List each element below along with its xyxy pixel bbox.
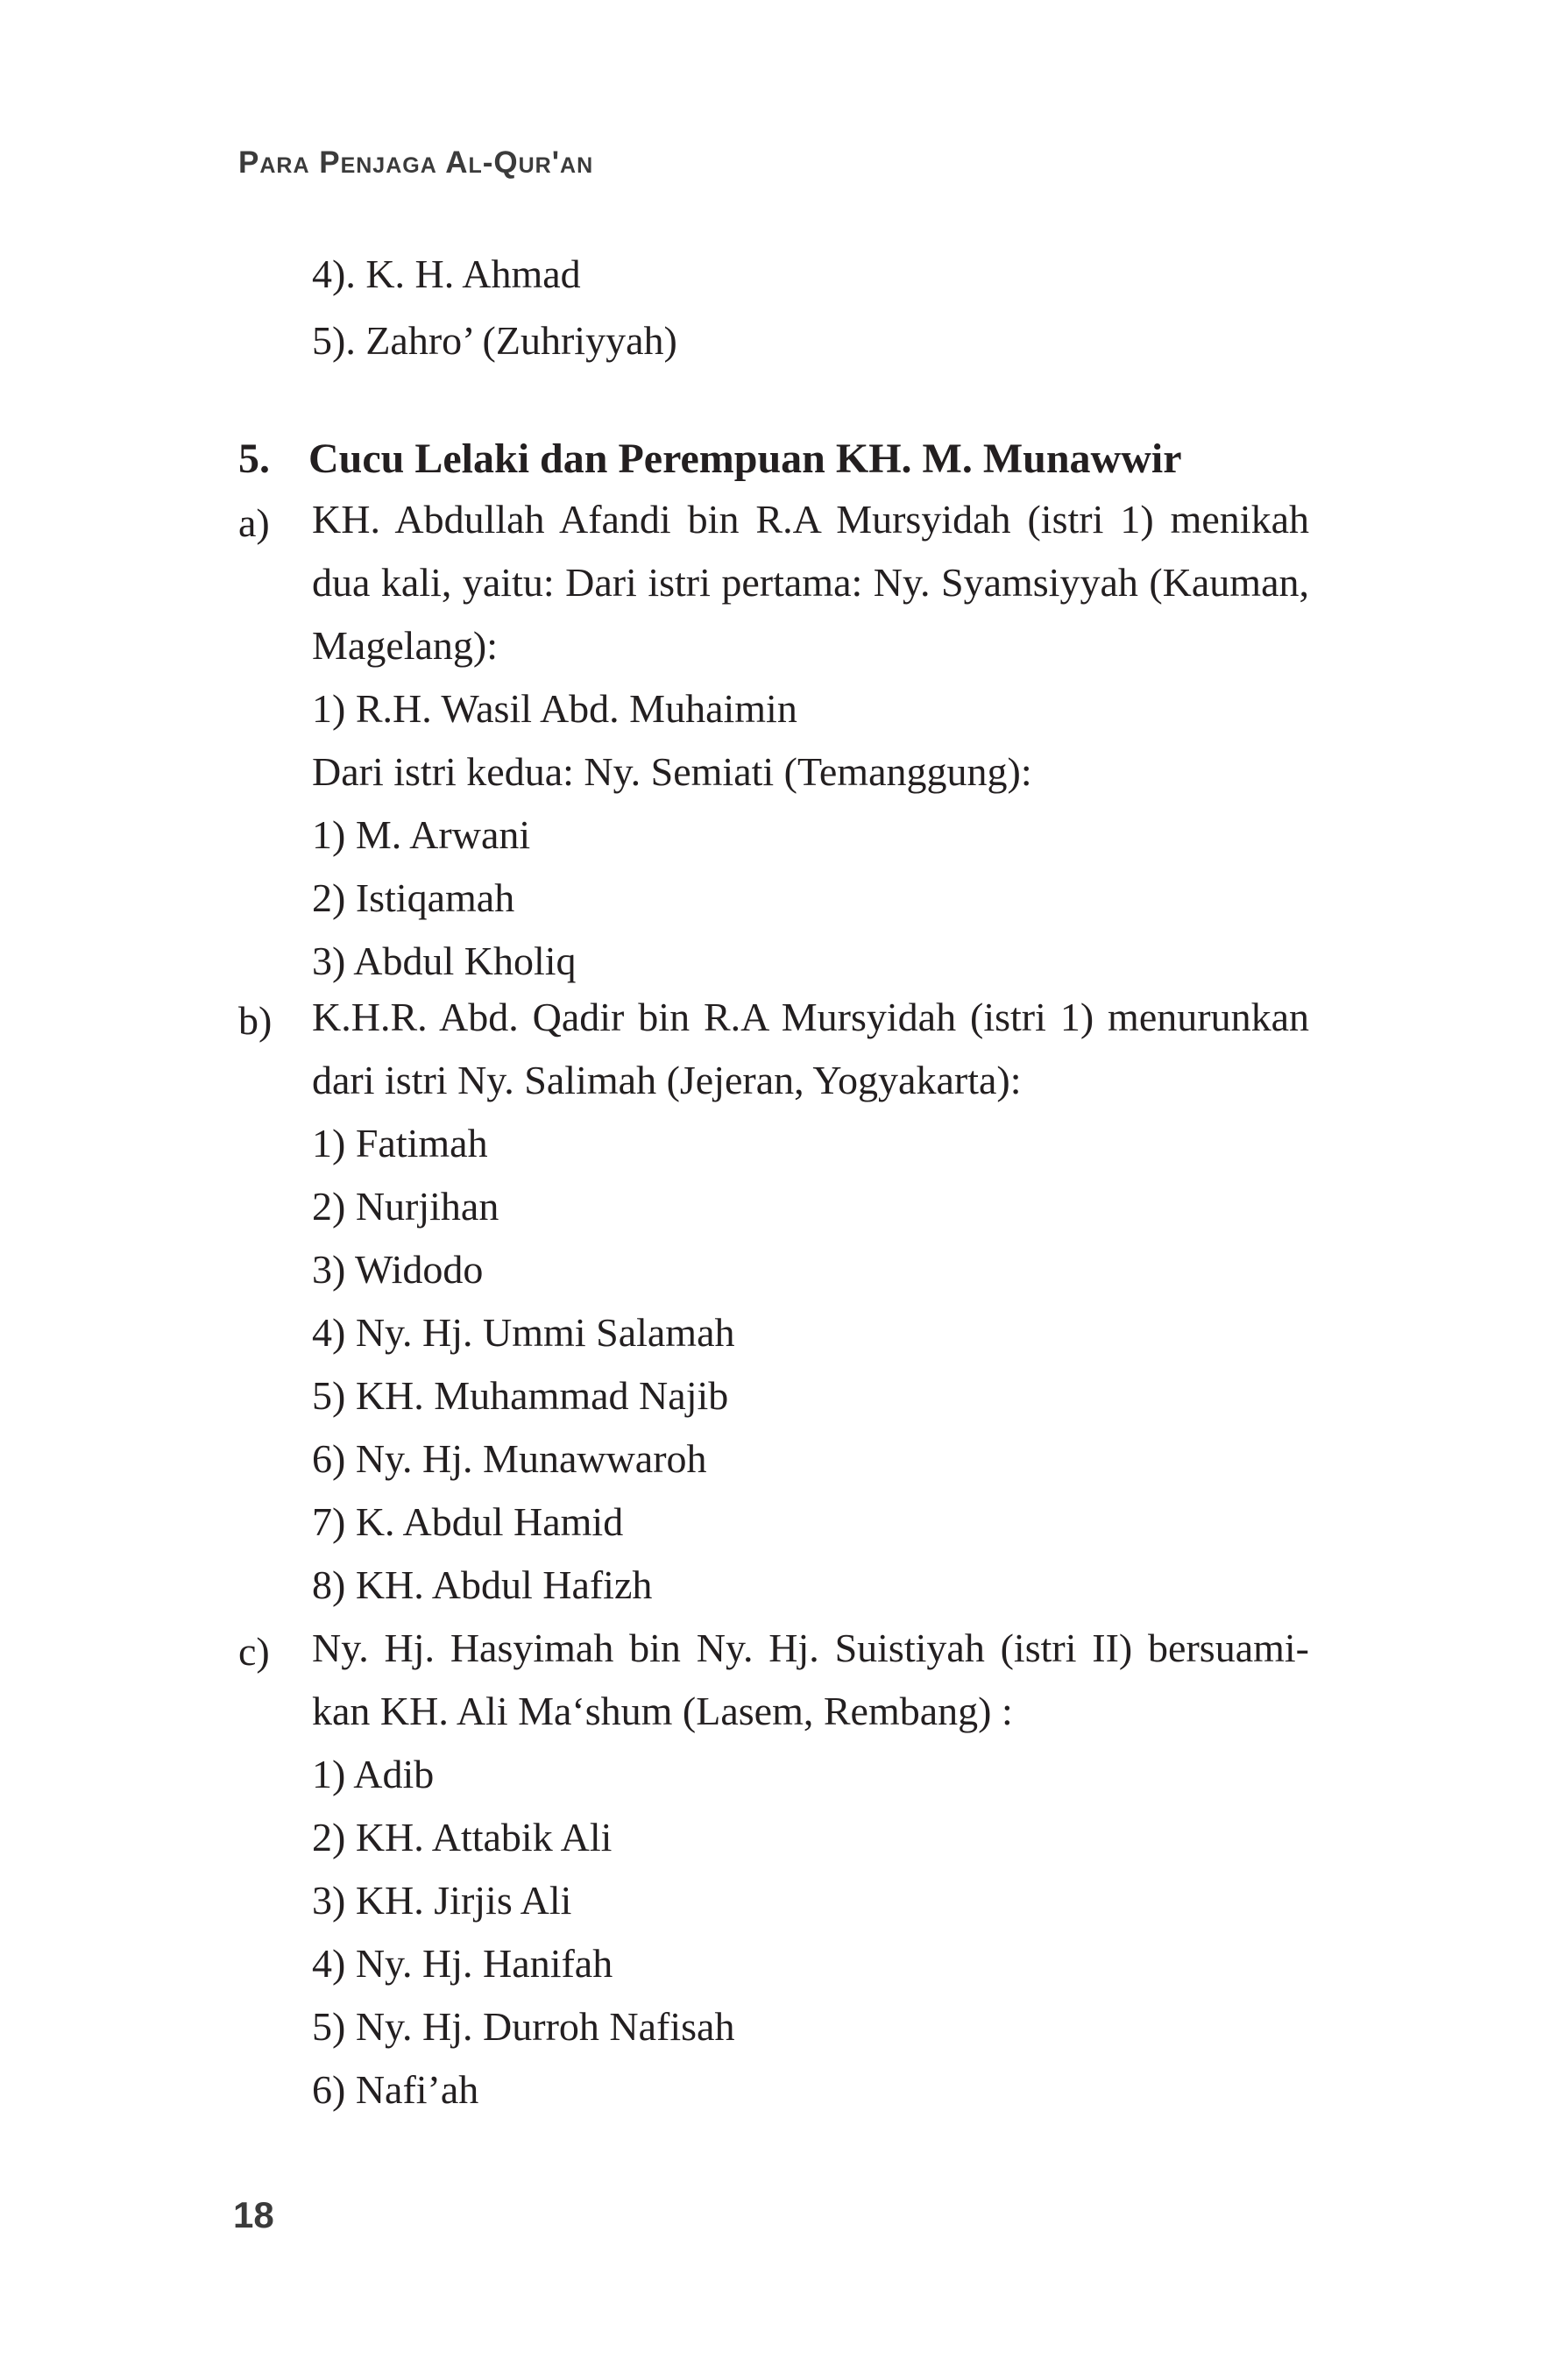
list-item: 3) Widodo [312, 1247, 484, 1292]
item-b-intro-line: K.H.R. Abd. Qadir bin R.A Mursyidah (istri 1) menurunkan [312, 995, 1309, 1039]
item-a-intro-line: dua kali, yaitu: Dari istri pertama: Ny. Syamsiyyah (Kauman, [312, 560, 1309, 605]
list-item: 1) Fatimah [312, 1121, 488, 1165]
page-number: 18 [233, 2194, 274, 2235]
item-a-intro-line: KH. Abdullah Afandi bin R.A Mursyidah (istri 1) menikah [312, 497, 1309, 542]
list-item: 7) K. Abdul Hamid [312, 1499, 624, 1544]
list-item: 3) KH. Jirjis Ali [312, 1878, 572, 1923]
item-c-intro-line: Ny. Hj. Hasyimah bin Ny. Hj. Suistiyah (istri II) bersuami- [312, 1626, 1309, 1670]
list-item: 2) Istiqamah [312, 875, 515, 920]
list-item: 1) R.H. Wasil Abd. Muhaimin [312, 686, 797, 731]
item-a-wife2-line: Dari istri kedua: Ny. Semiati (Temanggung): [312, 749, 1032, 794]
list-item: 6) Ny. Hj. Munawwaroh [312, 1436, 707, 1481]
item-c-intro-line: kan KH. Ali Ma‘shum (Lasem, Rembang) : [312, 1689, 1013, 1733]
item-marker-c: c) [238, 1629, 270, 1674]
list-item: 4) Ny. Hj. Hanifah [312, 1941, 613, 1986]
section-number: 5. [238, 436, 270, 482]
list-item: 4). K. H. Ahmad [312, 251, 581, 296]
running-header: Para Penjaga Al-Qur'an [238, 145, 594, 180]
list-item: 5) Ny. Hj. Durroh Nafisah [312, 2004, 735, 2049]
list-item: 3) Abdul Kholiq [312, 939, 577, 983]
list-item: 5). Zahro’ (Zuhriyyah) [312, 318, 677, 363]
list-item: 4) Ny. Hj. Ummi Salamah [312, 1310, 735, 1355]
list-item: 2) KH. Attabik Ali [312, 1815, 613, 1859]
list-item: 6) Nafi’ah [312, 2067, 479, 2112]
list-item: 2) Nurjihan [312, 1184, 499, 1229]
item-marker-a: a) [238, 500, 270, 545]
item-marker-b: b) [238, 998, 273, 1043]
list-item: 5) KH. Muhammad Najib [312, 1373, 729, 1418]
section-title: Cucu Lelaki dan Perempuan KH. M. Munawwir [308, 436, 1182, 482]
item-b-intro-line: dari istri Ny. Salimah (Jejeran, Yogyakarta): [312, 1058, 1022, 1102]
list-item: 8) KH. Abdul Hafizh [312, 1562, 653, 1607]
list-item: 1) Adib [312, 1752, 435, 1796]
list-item: 1) M. Arwani [312, 812, 531, 857]
item-a-intro-line: Magelang): [312, 623, 499, 668]
